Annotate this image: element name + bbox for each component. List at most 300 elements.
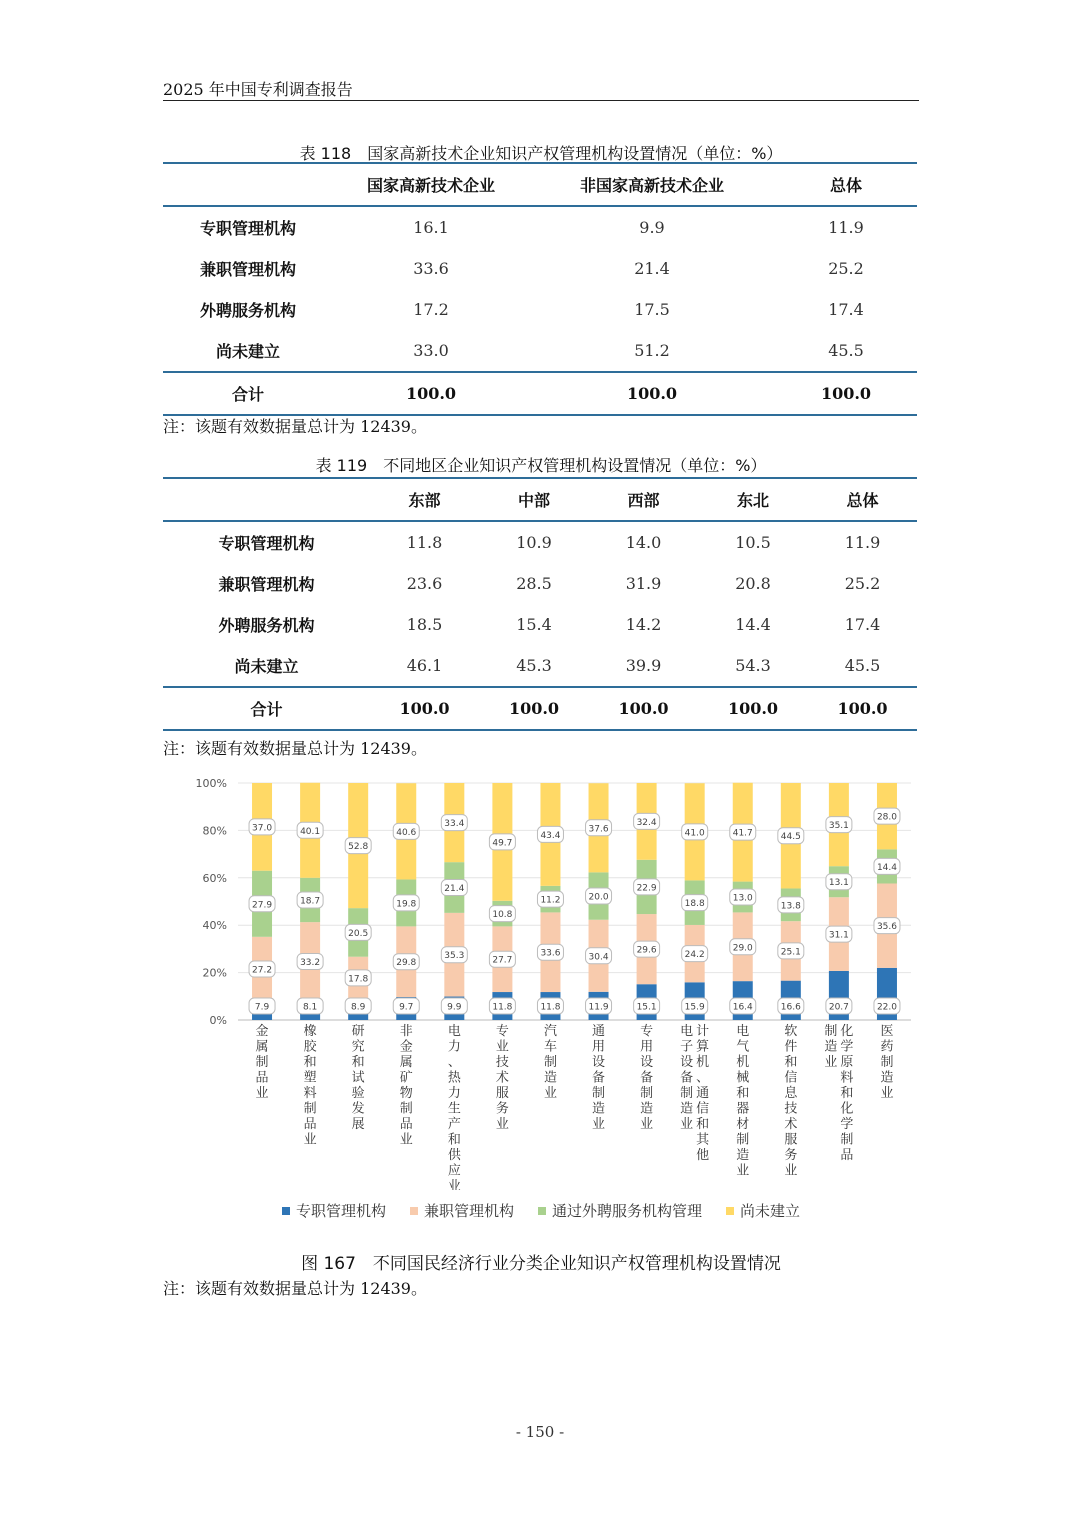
data-label-text: 37.6 — [588, 824, 609, 835]
legend-label: 兼职管理机构 — [423, 1202, 514, 1220]
category-char: 用 — [592, 1039, 606, 1055]
table-cell: 10.9 — [516, 533, 552, 552]
table-cell: 17.4 — [828, 300, 864, 319]
category-char: 属 — [255, 1039, 269, 1055]
data-label-text: 27.2 — [252, 965, 273, 976]
legend-item — [538, 1200, 702, 1221]
y-tick-label: 100% — [195, 777, 227, 790]
category-char: 专 — [495, 1024, 509, 1039]
data-label-text: 24.2 — [684, 950, 705, 961]
category-char: 和 — [447, 1132, 461, 1148]
data-label-text: 35.6 — [876, 922, 897, 933]
data-label-text: 19.8 — [396, 899, 417, 910]
category-char: 业 — [543, 1086, 557, 1101]
legend-swatch — [726, 1207, 734, 1215]
table-cell: 14.4 — [735, 615, 771, 634]
category-label — [840, 1024, 853, 1163]
category-char: 医 — [880, 1024, 894, 1039]
data-label — [441, 815, 467, 831]
total-row — [163, 687, 917, 730]
data-label — [778, 998, 804, 1014]
category-char: 械 — [736, 1070, 750, 1086]
legend-item — [410, 1200, 514, 1221]
data-label-text: 14.4 — [876, 862, 897, 873]
category-char: 药 — [880, 1039, 894, 1055]
report-title: 2025 年中国专利调查报告 — [163, 80, 353, 99]
category-char: 制 — [399, 1101, 413, 1117]
corner-cell — [163, 478, 370, 521]
data-label — [874, 808, 900, 824]
data-label — [826, 998, 852, 1014]
data-label — [586, 888, 612, 904]
category-label — [736, 1023, 749, 1179]
data-label — [730, 998, 756, 1014]
total-cell: 100.0 — [589, 687, 698, 730]
data-label — [826, 874, 852, 890]
data-label-text: 27.9 — [252, 900, 273, 911]
category-char: 造 — [543, 1070, 557, 1086]
category-char: 物 — [399, 1086, 413, 1101]
category-char: 制 — [640, 1086, 654, 1101]
category-char: 服 — [784, 1132, 798, 1148]
category-char: 造 — [640, 1101, 654, 1117]
data-label — [489, 906, 515, 922]
category-label — [680, 1023, 693, 1132]
table-cell: 54.3 — [735, 656, 771, 675]
category-char: 电 — [447, 1024, 461, 1039]
category-char: 软 — [784, 1024, 798, 1039]
data-label — [441, 998, 467, 1014]
total-cell: 100.0 — [370, 687, 479, 730]
category-char: 他 — [696, 1148, 710, 1163]
table-row — [163, 521, 917, 563]
table-119-note: 注：该题有效数据量总计为 12439。 — [163, 739, 427, 758]
category-char: 品 — [255, 1070, 269, 1086]
data-label — [393, 998, 419, 1014]
data-label-text: 27.7 — [492, 955, 513, 966]
category-char: 学 — [840, 1117, 854, 1132]
table-cell: 20.8 — [735, 574, 771, 593]
data-label-text: 13.1 — [828, 878, 849, 889]
category-char: 业 — [640, 1117, 654, 1132]
category-char: 电 — [680, 1024, 694, 1039]
category-char: 技 — [495, 1055, 509, 1070]
category-char: 通 — [696, 1086, 710, 1101]
category-char: 品 — [399, 1117, 413, 1132]
data-label — [297, 822, 323, 838]
category-char: 算 — [696, 1039, 710, 1055]
data-label-text: 40.6 — [396, 827, 417, 838]
data-label-text: 7.9 — [254, 1002, 270, 1013]
table-cell: 25.2 — [828, 259, 864, 278]
data-label-text: 29.8 — [396, 958, 417, 969]
category-char: 生 — [447, 1101, 461, 1117]
table-118-caption: 表 118 国家高新技术企业知识产权管理机构设置情况（单位：%） — [299, 144, 783, 163]
data-label-text: 33.6 — [540, 948, 561, 959]
category-char: 力 — [447, 1086, 461, 1101]
category-char: 究 — [351, 1039, 365, 1055]
category-char: 产 — [447, 1117, 461, 1132]
category-char: 和 — [351, 1055, 365, 1070]
table-cell: 23.6 — [406, 574, 443, 593]
data-label — [778, 943, 804, 959]
table-cell: 33.6 — [413, 259, 449, 278]
data-label-text: 21.4 — [444, 884, 465, 895]
data-label — [489, 998, 515, 1014]
legend-swatch — [538, 1207, 546, 1215]
category-char: 汽 — [543, 1024, 557, 1039]
category-char: 胶 — [303, 1039, 317, 1055]
table-cell: 11.9 — [844, 533, 881, 552]
row-label: 外聘服务机构 — [199, 301, 296, 320]
data-label-text: 41.7 — [732, 828, 753, 839]
data-label — [441, 947, 467, 963]
page-number: - 150 - — [515, 1423, 565, 1441]
y-tick-label: 0% — [209, 1014, 227, 1027]
data-label-text: 30.4 — [588, 952, 609, 963]
bar-group — [249, 783, 275, 1020]
data-label-text: 11.2 — [540, 895, 561, 906]
data-label — [249, 819, 275, 835]
data-label-text: 15.1 — [636, 1002, 657, 1013]
category-label — [400, 1023, 413, 1148]
category-char: 橡 — [303, 1024, 317, 1039]
table-cell: 45.5 — [828, 341, 864, 360]
table-cell: 15.4 — [516, 615, 552, 634]
legend-label: 通过外聘服务机构管理 — [552, 1202, 703, 1220]
total-label: 合计 — [163, 687, 370, 730]
category-char: 品 — [303, 1117, 317, 1132]
category-char: 供 — [447, 1148, 461, 1163]
category-char: 器 — [736, 1101, 750, 1117]
data-label-text: 16.4 — [732, 1002, 753, 1013]
data-label — [682, 998, 708, 1014]
industry-stacked-bar-chart — [163, 770, 919, 1190]
category-char: 业 — [880, 1086, 894, 1101]
data-label-text: 33.4 — [444, 819, 465, 830]
column-header: 总体 — [808, 478, 917, 521]
category-char: 品 — [840, 1148, 854, 1163]
data-label — [682, 895, 708, 911]
table-cell: 9.9 — [639, 218, 665, 237]
table-cell: 17.4 — [844, 615, 881, 634]
category-label — [448, 1023, 462, 1190]
chart-legend — [163, 1200, 919, 1221]
data-label — [778, 897, 804, 913]
data-label-text: 35.1 — [828, 821, 849, 832]
data-label — [441, 880, 467, 896]
category-char: 试 — [351, 1070, 365, 1086]
data-label — [537, 891, 563, 907]
data-label — [393, 823, 419, 839]
category-char: 制 — [592, 1086, 606, 1101]
category-char: 造 — [880, 1070, 894, 1086]
category-char: 技 — [784, 1101, 798, 1117]
table-row — [163, 330, 917, 372]
data-label — [586, 948, 612, 964]
category-char: 设 — [680, 1055, 694, 1070]
data-label-text: 22.9 — [636, 883, 657, 894]
category-char: 业 — [303, 1132, 317, 1148]
category-char: 用 — [640, 1039, 654, 1055]
bar-group — [297, 783, 323, 1020]
table-119-caption: 表 119 不同地区企业知识产权管理机构设置情况（单位：%） — [315, 456, 767, 475]
table-cell: 16.1 — [413, 218, 449, 237]
bar-group — [345, 783, 371, 1020]
category-label — [544, 1024, 557, 1101]
table-row — [163, 604, 917, 645]
table-119 — [163, 477, 917, 731]
total-cell: 100.0 — [529, 372, 775, 415]
category-char: 料 — [840, 1070, 854, 1086]
category-char: 展 — [351, 1117, 365, 1132]
data-label — [393, 895, 419, 911]
column-header: 东部 — [370, 478, 479, 521]
column-header: 国家高新技术企业 — [333, 163, 529, 206]
table-row — [163, 645, 917, 687]
category-char: 子 — [680, 1039, 694, 1055]
table-118-note: 注：该题有效数据量总计为 12439。 — [163, 417, 427, 436]
data-label-text: 11.8 — [540, 1002, 561, 1013]
data-label — [393, 954, 419, 970]
category-char: 化 — [840, 1101, 854, 1117]
data-label — [345, 924, 371, 940]
y-tick-label: 60% — [202, 871, 227, 885]
category-label — [784, 1024, 798, 1179]
category-char: 业 — [495, 1039, 509, 1055]
category-char: 制 — [840, 1132, 854, 1148]
data-label-text: 13.0 — [732, 893, 753, 904]
category-char: 息 — [784, 1086, 798, 1101]
category-char: 应 — [447, 1163, 461, 1179]
data-label-text: 9.7 — [399, 1002, 414, 1013]
table-cell: 11.8 — [406, 533, 443, 552]
legend-label: 尚未建立 — [740, 1202, 801, 1220]
row-label: 专职管理机构 — [218, 534, 315, 553]
bar-group — [586, 783, 612, 1020]
category-char: 件 — [784, 1039, 798, 1055]
legend-swatch — [410, 1207, 418, 1215]
row-label: 外聘服务机构 — [218, 616, 315, 635]
bar-group — [441, 783, 467, 1020]
row-label: 兼职管理机构 — [199, 260, 296, 279]
category-char: 业 — [784, 1163, 798, 1179]
category-label — [352, 1024, 365, 1132]
category-char: 塑 — [303, 1070, 317, 1086]
category-char: 料 — [303, 1086, 317, 1101]
category-char: 非 — [399, 1024, 413, 1039]
row-label: 尚未建立 — [215, 342, 280, 361]
table-cell: 45.5 — [844, 656, 881, 675]
data-label-text: 35.3 — [444, 951, 465, 962]
category-char: 气 — [736, 1039, 750, 1055]
table-cell: 39.9 — [625, 656, 662, 675]
column-header: 总体 — [775, 163, 917, 206]
category-char: 和 — [784, 1055, 798, 1070]
category-char: 业 — [736, 1163, 750, 1179]
data-label — [874, 998, 900, 1014]
row-label: 专职管理机构 — [199, 219, 296, 238]
data-label — [730, 939, 756, 955]
table-cell: 17.5 — [634, 300, 670, 319]
category-char: 制 — [255, 1055, 269, 1070]
data-label — [634, 879, 660, 895]
data-label — [489, 951, 515, 967]
category-label — [256, 1023, 269, 1101]
category-char: 研 — [351, 1024, 365, 1039]
data-label — [249, 896, 275, 912]
data-label-text: 11.9 — [588, 1002, 609, 1013]
data-label-text: 29.6 — [636, 945, 657, 956]
data-label — [634, 813, 660, 829]
table-118 — [163, 162, 917, 416]
category-char: 热 — [447, 1070, 461, 1086]
total-cell: 100.0 — [333, 372, 529, 415]
column-header: 西部 — [589, 478, 698, 521]
category-char: 力 — [447, 1039, 461, 1055]
row-label: 尚未建立 — [234, 657, 299, 676]
category-char: 机 — [736, 1055, 750, 1070]
table-row — [163, 563, 917, 604]
category-char: 制 — [680, 1086, 694, 1101]
table-cell: 45.3 — [516, 656, 552, 675]
category-label — [824, 1023, 837, 1070]
category-char: 属 — [399, 1055, 413, 1070]
category-char: 金 — [255, 1024, 269, 1039]
table-cell: 31.9 — [625, 574, 662, 593]
legend-item — [282, 1200, 386, 1221]
category-char: 原 — [840, 1055, 854, 1070]
data-label-text: 16.6 — [780, 1002, 801, 1013]
data-label-text: 43.4 — [540, 830, 561, 841]
category-char: 其 — [696, 1132, 710, 1148]
table-cell: 33.0 — [413, 341, 449, 360]
table-cell: 10.5 — [735, 533, 771, 552]
data-label-text: 33.2 — [300, 957, 321, 968]
data-label — [730, 889, 756, 905]
bar-group — [826, 783, 852, 1020]
bar-group — [778, 783, 804, 1020]
data-label-text: 8.9 — [351, 1002, 366, 1013]
data-label-text: 11.8 — [492, 1002, 513, 1013]
data-label-text: 29.0 — [732, 943, 753, 954]
data-label — [682, 946, 708, 962]
category-char: 业 — [399, 1132, 413, 1148]
data-label — [586, 998, 612, 1014]
category-label — [640, 1023, 653, 1132]
category-char: 业 — [495, 1117, 509, 1132]
bar-group — [730, 783, 756, 1020]
column-header: 东北 — [698, 478, 808, 521]
header-divider — [163, 100, 919, 101]
category-char: 化 — [840, 1024, 854, 1039]
category-char: 务 — [784, 1148, 798, 1163]
data-label — [874, 858, 900, 874]
corner-cell — [163, 163, 333, 206]
y-tick-label: 80% — [202, 824, 227, 838]
category-char: 业 — [824, 1055, 838, 1070]
category-char: 专 — [640, 1024, 654, 1039]
data-label-text: 8.1 — [302, 1002, 318, 1013]
data-label — [537, 998, 563, 1014]
data-label-text: 37.0 — [252, 823, 273, 834]
data-label — [297, 998, 323, 1014]
category-char: 术 — [495, 1070, 509, 1086]
header-row — [163, 478, 917, 521]
data-label-text: 31.1 — [828, 930, 849, 941]
category-char: 学 — [840, 1039, 854, 1055]
category-char: 车 — [543, 1039, 557, 1055]
total-row — [163, 372, 917, 415]
category-char: 、 — [696, 1070, 710, 1086]
category-char: 业 — [680, 1117, 694, 1132]
category-char: 术 — [784, 1117, 798, 1132]
data-label — [345, 970, 371, 986]
data-label-text: 18.8 — [684, 899, 705, 910]
y-tick-label: 20% — [202, 966, 227, 980]
data-label — [297, 953, 323, 969]
category-char: 信 — [784, 1070, 798, 1086]
table-row — [163, 248, 917, 289]
figure-167-caption: 图 167 不同国民经济行业分类企业知识产权管理机构设置情况 — [301, 1254, 781, 1274]
data-label-text: 22.0 — [876, 1002, 897, 1013]
category-char: 造 — [824, 1039, 838, 1055]
data-label — [682, 824, 708, 840]
bar-group — [393, 783, 419, 1020]
data-label-text: 18.7 — [300, 896, 321, 907]
category-char: 设 — [640, 1055, 654, 1070]
category-char: 信 — [696, 1101, 710, 1117]
data-label-text: 15.9 — [684, 1002, 705, 1013]
legend-label: 专职管理机构 — [295, 1202, 386, 1220]
category-char: 务 — [495, 1101, 509, 1117]
figure-167-note: 注：该题有效数据量总计为 12439。 — [163, 1279, 427, 1298]
data-label-text: 17.8 — [348, 974, 369, 985]
category-char: 业 — [592, 1117, 606, 1132]
data-label-text: 49.7 — [492, 838, 513, 849]
data-label — [297, 892, 323, 908]
total-cell: 100.0 — [479, 687, 589, 730]
table-cell: 17.2 — [413, 300, 449, 319]
category-label — [880, 1024, 893, 1101]
category-char: 、 — [447, 1055, 461, 1070]
category-char: 备 — [640, 1070, 654, 1086]
data-label — [730, 824, 756, 840]
category-char: 制 — [543, 1055, 557, 1070]
total-cell: 100.0 — [698, 687, 808, 730]
data-label — [826, 817, 852, 833]
data-label-text: 32.4 — [636, 817, 657, 828]
data-label — [537, 826, 563, 842]
bar-group — [682, 783, 708, 1020]
category-char: 业 — [255, 1086, 269, 1101]
category-label — [592, 1024, 605, 1132]
category-char: 矿 — [399, 1070, 413, 1086]
category-char: 服 — [495, 1086, 509, 1101]
data-label — [489, 834, 515, 850]
table-cell: 28.5 — [516, 574, 552, 593]
category-label — [696, 1023, 710, 1163]
legend-swatch — [282, 1207, 290, 1215]
data-label-text: 28.0 — [876, 812, 897, 823]
bar-group — [537, 783, 563, 1020]
category-char: 业 — [447, 1179, 461, 1190]
data-label-text: 20.0 — [588, 892, 609, 903]
category-char: 设 — [592, 1055, 606, 1070]
category-char: 机 — [696, 1055, 710, 1070]
data-label — [586, 820, 612, 836]
total-label: 合计 — [163, 372, 333, 415]
